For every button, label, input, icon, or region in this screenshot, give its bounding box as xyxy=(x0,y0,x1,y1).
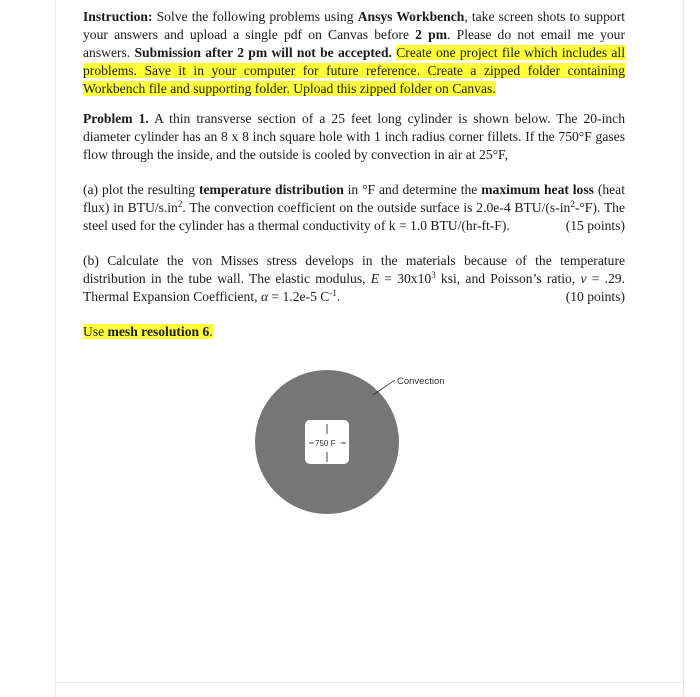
cylinder-diagram xyxy=(255,362,485,522)
instruction-text: , take screen shots to support your answers and upload a single pdf on Canvas before xyxy=(83,9,625,42)
mesh-resolution: mesh resolution 6 xyxy=(107,324,210,339)
inner-temperature-label: 750 F xyxy=(315,439,336,448)
mesh-note xyxy=(83,323,625,341)
cylinder-svg xyxy=(255,362,485,522)
convection-label: Convection xyxy=(397,376,445,387)
problem1-label: Problem 1. xyxy=(83,111,149,126)
part-a-emphasis: temperature distribution xyxy=(198,182,344,197)
part-a-points: (15 points) xyxy=(565,218,625,233)
part-b-text: ksi, and Poisson’s ratio, xyxy=(435,271,581,286)
part-b-text: (b) Calculate the von Misses stress develops in the materials because of the temperature distribution in the tube wall. The elastic modulus, xyxy=(83,253,625,286)
part-b-text: = 1.2e-5 C xyxy=(268,289,330,304)
document-body xyxy=(83,8,625,341)
superscript: 2 xyxy=(177,199,183,209)
page-border-left xyxy=(55,0,56,697)
mesh-text: Use xyxy=(83,324,108,339)
superscript: -1 xyxy=(329,288,337,298)
instruction-paragraph xyxy=(83,8,625,98)
part-a-text: (a) plot the resulting xyxy=(83,182,199,197)
part-b-text: = 30x10 xyxy=(379,271,432,286)
problem1-text: A thin transverse section of a 25 feet long cylinder is shown below. The 20-inch diameter cylinder has an 8 x 8 inch square hole with 1 inch radius corner fillets. If the 750°F gases flow through the inside, and the outside is cooled by convection in air at 25°F, xyxy=(83,111,625,162)
part-b-points: (10 points) xyxy=(565,289,625,304)
part-a-emphasis: maximum heat loss xyxy=(481,182,594,197)
superscript: 3 xyxy=(431,270,436,280)
part-b-text: . xyxy=(336,289,341,304)
deadline: 2 pm xyxy=(415,27,448,42)
instruction-text: Solve the following problems using xyxy=(152,9,358,24)
part-a-text: in °F and determine the xyxy=(343,182,482,197)
convection-leader-line xyxy=(373,380,395,395)
page-border-right xyxy=(683,0,684,697)
highlighted-instructions: Create one project file which includes all problems. Save it in your computer for future reference. Create a zipped folder containing Workbench file and supporting folder. Upload this zipped folder on Canvas. xyxy=(83,45,625,96)
symbol-alpha: α xyxy=(260,289,269,304)
software-name: Ansys Workbench xyxy=(357,9,465,24)
part-a-text: . The convection coefficient on the outside surface is 2.0e-4 BTU/(s-in xyxy=(182,200,571,215)
instruction-label: Instruction: xyxy=(83,9,153,24)
mesh-text: . xyxy=(209,324,213,339)
part-a-text: -°F). The steel used for the cylinder has a thermal conductivity of k = 1.0 BTU/(hr-ft-F). xyxy=(83,200,625,233)
instruction-text: . Please do not email me your answers. xyxy=(83,27,625,60)
part-a-text: (heat flux) in BTU/s.in xyxy=(83,182,625,215)
superscript: 2 xyxy=(570,199,575,209)
problem1-paragraph xyxy=(83,110,625,164)
part-b-text: = .29. Thermal Expansion Coefficient, xyxy=(83,271,626,304)
symbol-nu: ν xyxy=(580,271,587,286)
part-a-paragraph xyxy=(83,181,625,235)
part-b-paragraph xyxy=(83,252,625,306)
symbol-e: E xyxy=(370,271,380,286)
late-warning: Submission after 2 pm will not be accepted. xyxy=(134,45,392,60)
page-border-bottom xyxy=(55,682,684,683)
